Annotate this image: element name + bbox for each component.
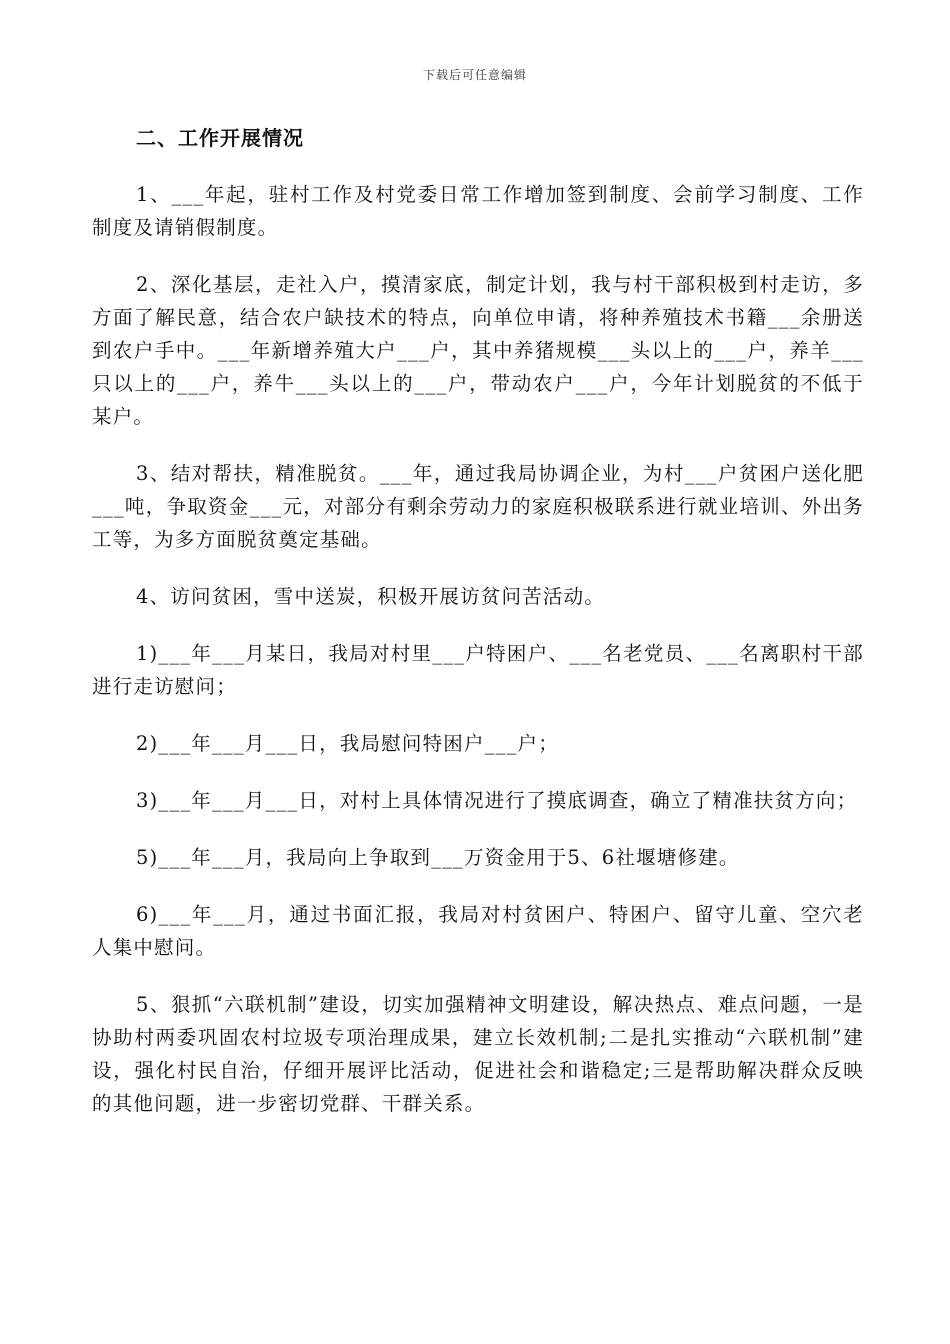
section-heading: 二、工作开展情况 (136, 126, 304, 150)
paragraph-4: 4、访问贫困，雪中送炭，积极开展访贫问苦活动。 (136, 585, 606, 608)
sub-item-1: 1)___年___月某日，我局对村里___户特困户、___名老党员、___名离职村干部进行走访慰问； (92, 642, 864, 698)
document-body (92, 122, 864, 1144)
paragraph-3: 3、结对帮扶，精准脱贫。___年，通过我局协调企业，为村___户贫困户送化肥___吨，争取资金___元，对部分有剩余劳动力的家庭积极联系进行就业培训、外出务工等，为多方面脱贫奠定基础。 (92, 462, 864, 551)
sub-item-5: 5)___年___月，我局向上争取到___万资金用于5、6社堰塘修建。 (136, 846, 740, 869)
page-header: 下载后可任意编辑 (422, 68, 527, 82)
paragraph-2: 2、深化基层，走社入户，摸清家底，制定计划，我与村干部积极到村走访，多方面了解民意，结合农户缺技术的特点，向单位申请，将种养殖技术书籍___余册送到农户手中。___年新增养殖大户___户，其中养猪规模___头以上的___户，养羊___只以上的___户，养牛___头以上的___户，带动农户___户，今年计划脱贫的不低于某户。 (92, 273, 864, 428)
sub-item-6: 6)___年___月，通过书面汇报，我局对村贫困户、特困户、留守儿童、空穴老人集中慰问。 (92, 903, 864, 959)
paragraph-1: 1、___年起，驻村工作及村党委日常工作增加签到制度、会前学习制度、工作制度及请销假制度。 (92, 183, 864, 239)
sub-item-3: 3)___年___月___日，对村上具体情况进行了摸底调查，确立了精准扶贫方向； (136, 789, 858, 812)
paragraph-5: 5、狠抓“六联机制”建设，切实加强精神文明建设，解决热点、难点问题，一是协助村两委巩固农村垃圾专项治理成果，建立长效机制;二是扎实推动“六联机制”建设，强化村民自治，仔细开展评比活动，促进社会和谐稳定;三是帮助解决群众反映的其他问题，进一步密切党群、干群关系。 (92, 993, 864, 1115)
sub-item-2: 2)___年___月___日，我局慰问特困户___户； (136, 732, 559, 755)
